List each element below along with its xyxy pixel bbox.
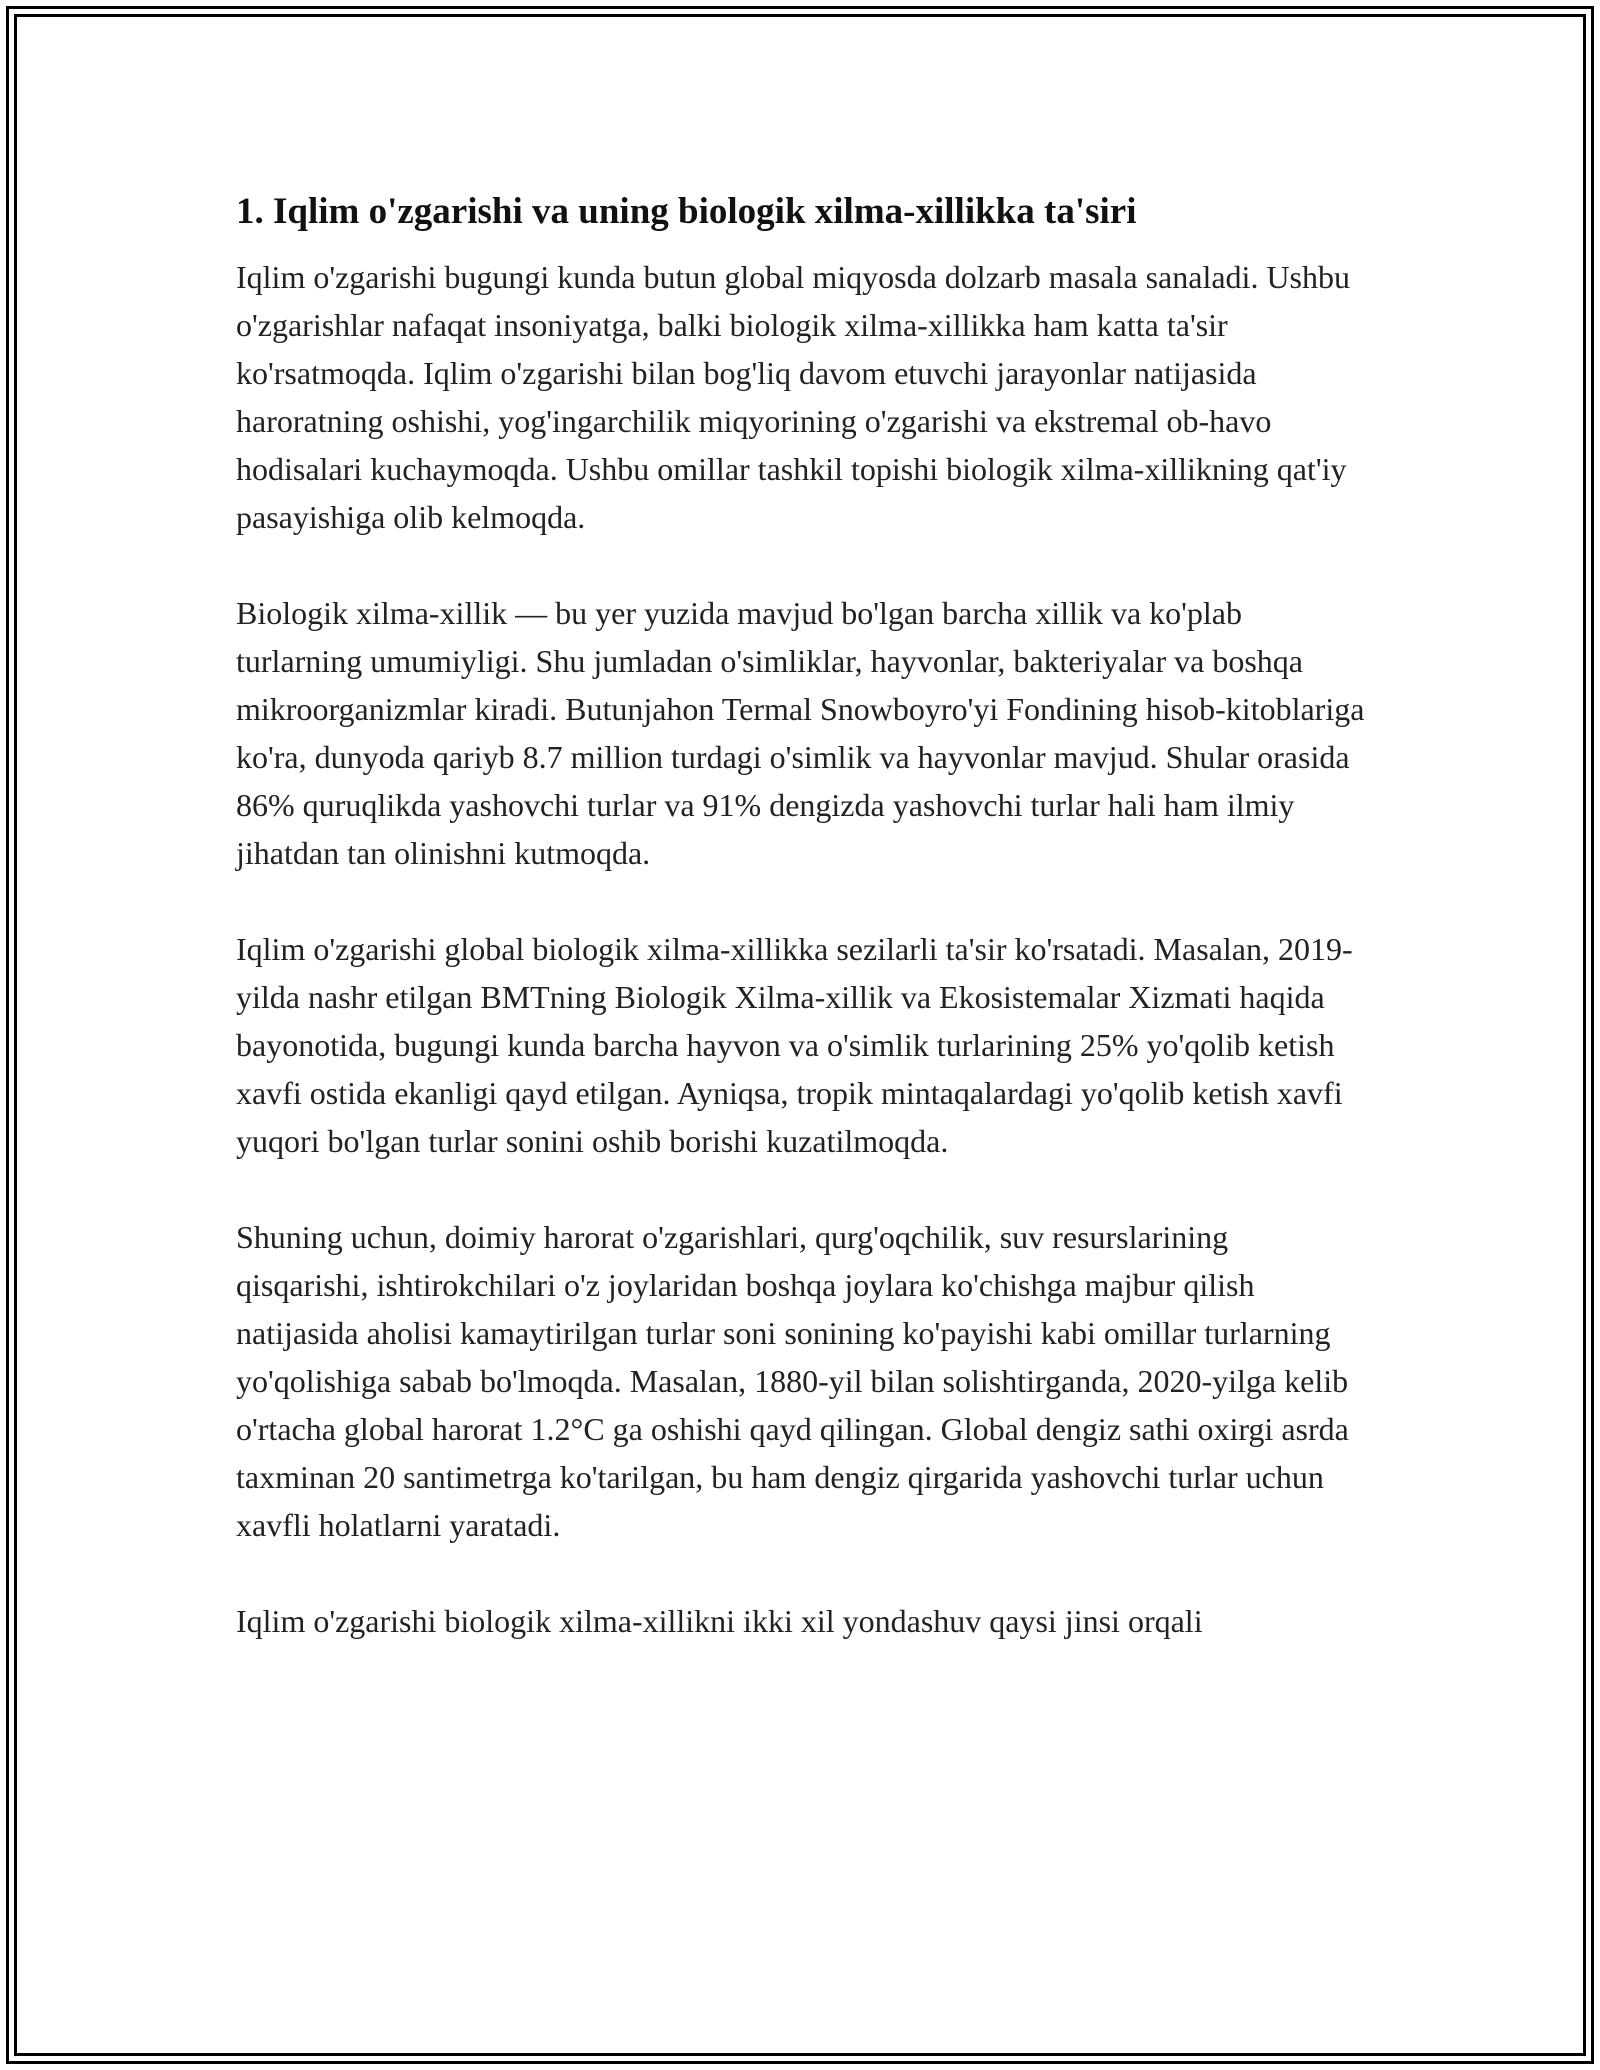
- paragraph-3: Iqlim o'zgarishi global biologik xilma-xillikka sezilarli ta'sir ko'rsatadi. Masalan, 2019-yilda nashr etilgan BMTning Biologik Xilma-xillik va Ekosistemalar Xizmati haqida bayonotida, bugungi kunda barcha hayvon va o'simlik turlarining 25% yo'qolib ketish xavfi ostida ekanligi qayd etilgan. Ayniqsa, tropik mintaqalardagi yo'qolib ketish xavfi yuqori bo'lgan turlar sonini oshib borishi kuzatilmoqda.: [236, 931, 1353, 1159]
- document-body: [236, 187, 1366, 1645]
- section-heading: 1. Iqlim o'zgarishi va uning biologik xilma-xillikka ta'siri: [236, 191, 1137, 232]
- paragraph-4: Shuning uchun, doimiy harorat o'zgarishlari, qurg'oqchilik, suv resurslarining qisqarishi, ishtirokchilari o'z joylaridan boshqa joylara ko'chishga majbur qilish natijasida aholisi kamaytirilgan turlar soni sonining ko'payishi kabi omillar turlarning yo'qolishiga sabab bo'lmoqda. Masalan, 1880-yil bilan solishtirganda, 2020-yilga kelib o'rtacha global harorat 1.2°C ga oshishi qayd qilingan. Global dengiz sathi oxirgi asrda taxminan 20 santimetrga ko'tarilgan, bu ham dengiz qirgarida yashovchi turlar uchun xavfli holatlarni yaratadi.: [236, 1219, 1349, 1543]
- paragraph-2: Biologik xilma-xillik — bu yer yuzida mavjud bo'lgan barcha xillik va ko'plab turlarning umumiyligi. Shu jumladan o'simliklar, hayvonlar, bakteriyalar va boshqa mikroorganizmlar kiradi. Butunjahon Termal Snowboyro'yi Fondining hisob-kitoblariga ko'ra, dunyoda qariyb 8.7 million turdagi o'simlik va hayvonlar mavjud. Shular orasida 86% quruqlikda yashovchi turlar va 91% dengizda yashovchi turlar hali ham ilmiy jihatdan tan olinishni kutmoqda.: [236, 595, 1365, 871]
- paragraph-1: Iqlim o'zgarishi bugungi kunda butun global miqyosda dolzarb masala sanaladi. Ushbu o'zgarishlar nafaqat insoniyatga, balki biologik xilma-xillikka ham katta ta'sir ko'rsatmoqda. Iqlim o'zgarishi bilan bog'liq davom etuvchi jarayonlar natijasida haroratning oshishi, yog'ingarchilik miqyorining o'zgarishi va ekstremal ob-havo hodisalari kuchaymoqda. Ushbu omillar tashkil topishi biologik xilma-xillikning qat'iy pasayishiga olib kelmoqda.: [236, 259, 1350, 535]
- paragraph-5: Iqlim o'zgarishi biologik xilma-xillikni ikki xil yondashuv qaysi jinsi orqali: [236, 1603, 1203, 1639]
